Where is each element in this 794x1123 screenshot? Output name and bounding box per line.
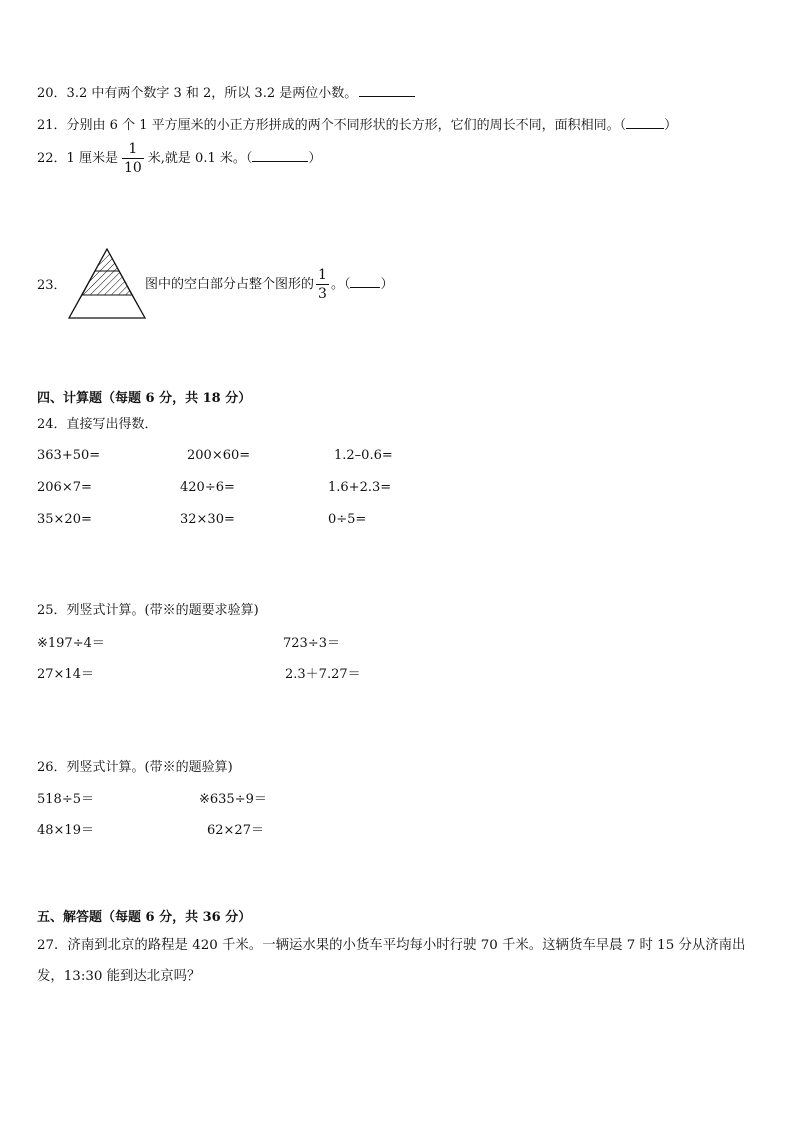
fraction-denominator: 3 (318, 286, 327, 302)
question-24-label: 24．直接写出得数． (37, 417, 158, 432)
q24-item: 206×7= (37, 480, 92, 495)
question-21 (37, 116, 677, 134)
answer-blank[interactable] (626, 116, 664, 129)
q24-item: 363+50= (37, 448, 101, 463)
question-23-text: 图中的空白部分占整个图形的 (145, 277, 315, 292)
q24-item: 0÷5= (328, 512, 367, 527)
fraction-one-tenth (122, 140, 144, 177)
section-4-title: 四、计算题（每题 6 分，共 18 分） (37, 391, 252, 406)
question-25-label: 25．列竖式计算。(带※的题要求验算) (37, 603, 259, 618)
question-20-text: 3.2 中有两个数字 3 和 2，所以 3.2 是两位小数。 (66, 86, 358, 101)
question-22-number: 22． (37, 151, 67, 166)
q24-item: 200×60= (187, 448, 251, 463)
question-22-post: 米,就是 0.1 米。（ (147, 151, 253, 166)
question-23-number: 23． (37, 278, 67, 293)
q26-item: 48×19＝ (37, 823, 94, 838)
question-27-line-1: 27．济南到北京的路程是 420 千米。一辆运水果的小货车平均每小时行驶 70 千米。这辆货车早晨 7 时 15 分从济南出 (37, 938, 746, 953)
answer-blank[interactable] (359, 84, 415, 97)
paren-close: ） (664, 118, 678, 133)
question-20-number: 20． (37, 86, 67, 101)
paren-close: ） (380, 277, 394, 292)
question-23-post: 。（ (330, 277, 351, 292)
q26-item: 62×27＝ (207, 823, 264, 838)
question-26-label: 26．列竖式计算。(带※的题验算) (37, 760, 233, 775)
q24-item: 35×20= (37, 512, 92, 527)
q25-item: 2.3＋7.27＝ (285, 667, 361, 682)
q24-item: 420÷6= (180, 480, 235, 495)
q26-item: ※635÷9＝ (199, 792, 267, 807)
q25-item: ※197÷4＝ (37, 636, 105, 651)
q24-item: 1.2–0.6= (334, 448, 393, 463)
q24-item: 32×30= (180, 512, 235, 527)
fraction-denominator: 10 (123, 160, 142, 176)
question-23-body (145, 266, 393, 303)
q25-item: 723÷3＝ (283, 636, 340, 651)
section-5-title: 五、解答题（每题 6 分，共 36 分） (37, 910, 252, 925)
question-21-text: 分别由 6 个 1 平方厘米的小正方形拼成的两个不同形状的长方形，它们的周长不同，面积相同。（ (66, 118, 627, 133)
answer-blank[interactable] (350, 275, 380, 288)
fraction-numerator: 1 (122, 140, 144, 159)
q25-item: 27×14＝ (37, 667, 94, 682)
answer-blank[interactable] (252, 149, 308, 162)
question-27-line-2: 发，13:30 能到达北京吗？ (37, 969, 201, 984)
paren-close: ） (308, 151, 322, 166)
fraction-one-third (316, 266, 329, 303)
question-22-pre: 1 厘米是 (66, 151, 118, 166)
middle-shaded-band (82, 271, 132, 295)
question-22 (37, 140, 321, 177)
question-20 (37, 84, 415, 102)
q26-item: 518÷5＝ (37, 792, 94, 807)
top-shaded-triangle (95, 249, 119, 271)
triangle-figure (66, 248, 148, 320)
fraction-numerator: 1 (318, 267, 327, 283)
question-21-number: 21． (37, 118, 67, 133)
q24-item: 1.6+2.3= (328, 480, 392, 495)
